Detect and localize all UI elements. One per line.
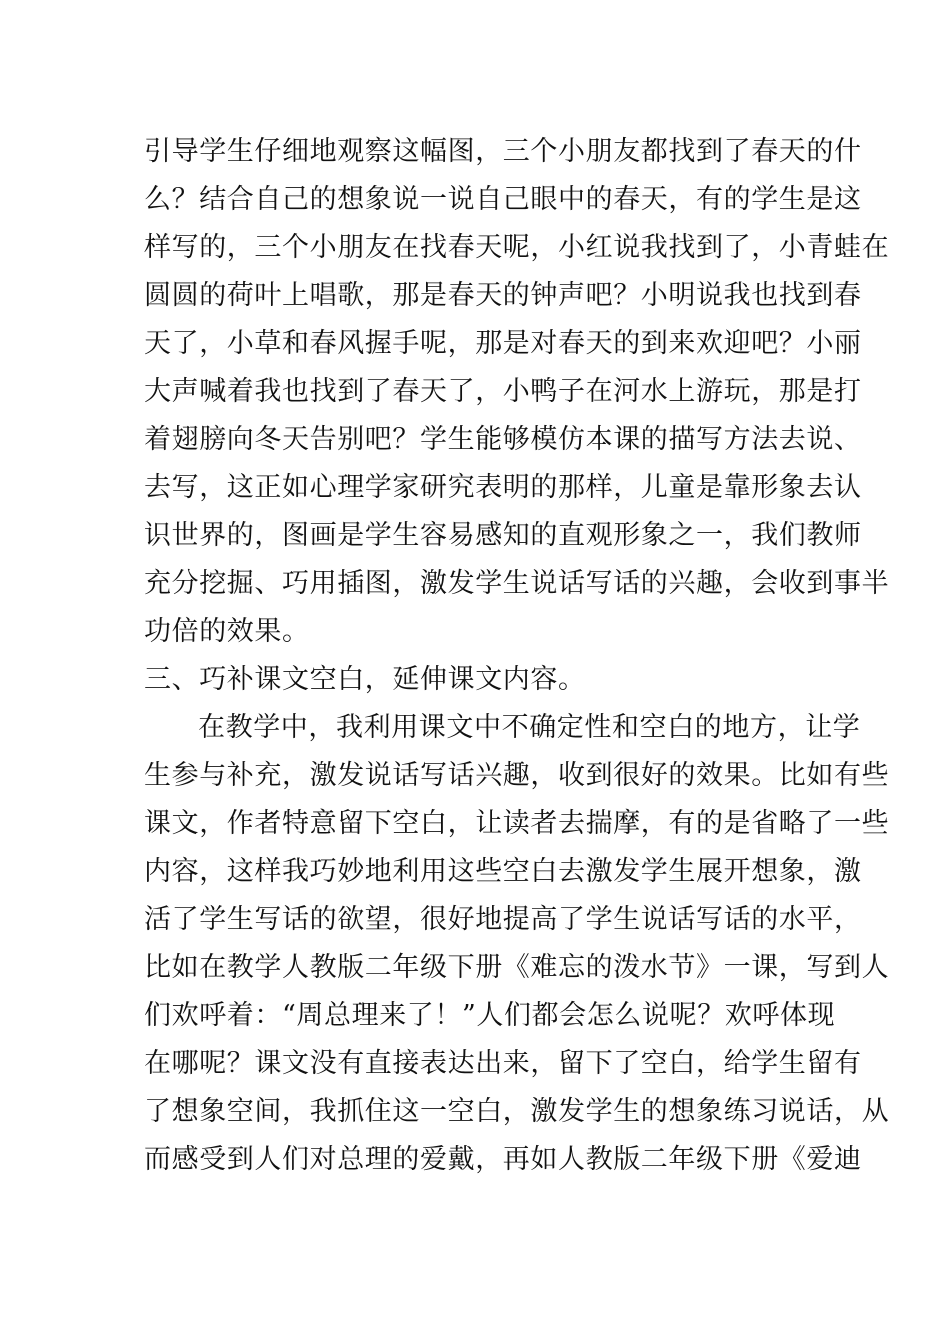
paragraph-line: 么？结合自己的想象说一说自己眼中的春天，有的学生是这: [144, 184, 862, 215]
paragraph-line: 识世界的，图画是学生容易感知的直观形象之一，我们教师: [144, 520, 862, 551]
paragraph-line: 课文，作者特意留下空白，让读者去揣摩，有的是省略了一些: [144, 808, 890, 839]
paragraph-line: 们欢呼着：“周总理来了！”人们都会怎么说呢？欢呼体现: [144, 1000, 836, 1031]
paragraph-line: 样写的，三个小朋友在找春天呢，小红说我找到了，小青蛙在: [144, 232, 890, 263]
paragraph-line: 比如在教学人教版二年级下册《难忘的泼水节》一课，写到人: [144, 952, 890, 983]
paragraph-line: 圆圆的荷叶上唱歌，那是春天的钟声吧？小明说我也找到春: [144, 280, 862, 311]
paragraph-line: 去写，这正如心理学家研究表明的那样，儿童是靠形象去认: [144, 472, 862, 503]
paragraph-line: 在哪呢？课文没有直接表达出来，留下了空白，给学生留有: [144, 1048, 862, 1079]
paragraph-line: 而感受到人们对总理的爱戴，再如人教版二年级下册《爱迪: [144, 1144, 862, 1175]
paragraph-line: 生参与补充，激发说话写话兴趣，收到很好的效果。比如有些: [144, 760, 890, 791]
paragraph-line: 充分挖掘、巧用插图，激发学生说话写话的兴趣，会收到事半: [144, 568, 890, 599]
paragraph-line: 了想象空间，我抓住这一空白，激发学生的想象练习说话，从: [144, 1096, 890, 1127]
paragraph-line: 引导学生仔细地观察这幅图，三个小朋友都找到了春天的什: [144, 136, 862, 167]
paragraph-line: 天了，小草和春风握手呢，那是对春天的到来欢迎吧？小丽: [144, 328, 862, 359]
paragraph-line: 活了学生写话的欲望，很好地提高了学生说话写话的水平，: [144, 904, 862, 935]
paragraph-line: 功倍的效果。: [144, 616, 310, 647]
paragraph-line-indented: 在教学中，我利用课文中不确定性和空白的地方，让学: [198, 712, 861, 743]
paragraph-line: 内容，这样我巧妙地利用这些空白去激发学生展开想象，激: [144, 856, 862, 887]
paragraph-line: 着翅膀向冬天告别吧？学生能够模仿本课的描写方法去说、: [144, 424, 862, 455]
paragraph-line: 大声喊着我也找到了春天了，小鸭子在河水上游玩，那是打: [144, 376, 862, 407]
section-heading: 三、巧补课文空白，延伸课文内容。: [144, 664, 586, 695]
